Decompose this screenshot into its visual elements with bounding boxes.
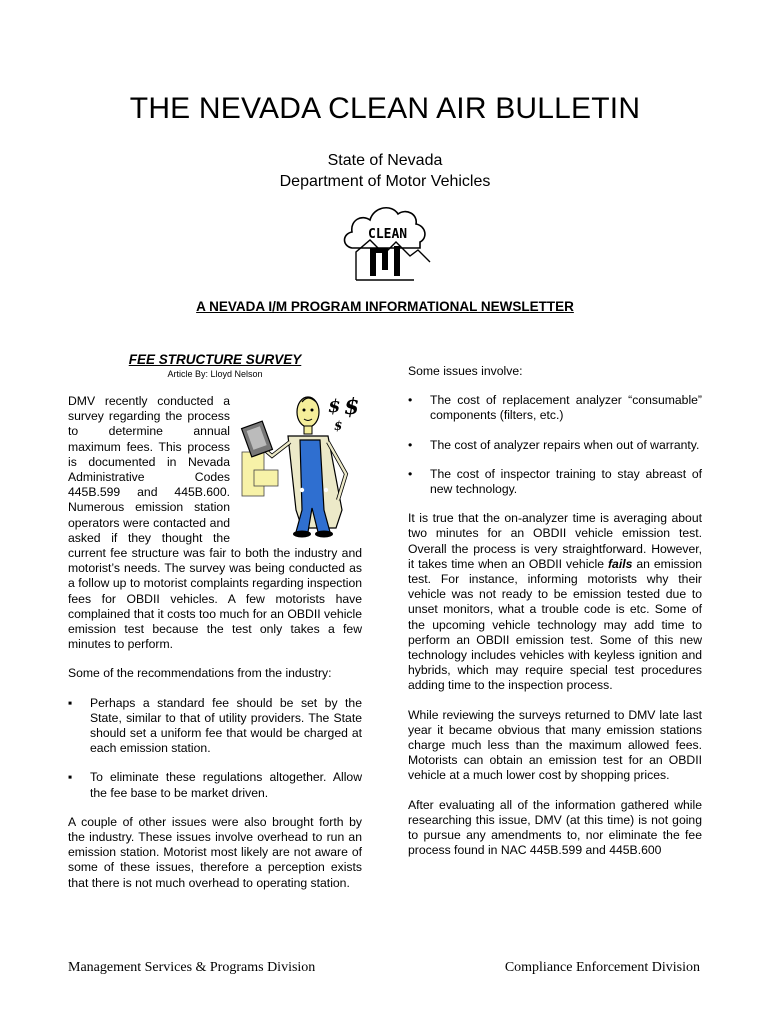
survey-review-paragraph: While reviewing the surveys returned to DMV late last year it became obvious that many emission stations charge much less than the maximum allowed fees. Motorists can obtain an emission test for an OBDII vehicle at a much lower cost by shopping prices. [408, 707, 702, 783]
list-item: ▪ To eliminate these regulations altogether. Allow the fee base to be market driven. [68, 770, 362, 800]
clean-air-logo [340, 196, 432, 284]
article-title: FEE STRUCTURE SURVEY [128, 352, 302, 367]
round-bullet-icon: • [408, 466, 413, 481]
right-column [408, 364, 702, 872]
dollar-sign-icon: $ [344, 394, 360, 420]
list-item: • The cost of analyzer repairs when out of warranty. [408, 437, 700, 452]
list-item: ▪ Perhaps a standard fee should be set by the State, similar to that of utility providers. The State should set a uniform fee that would be charged at each emission station. [68, 695, 362, 756]
survey-intro-paragraph: DMV recently conducted a survey regarding the process to determine annual maximum fees. This process is documented in Nevada Administrative Codes 445B.599 and 445B.600. Numerous emission station operators were contacted and asked if they thought the current fee structure was fair to both the industry and motorist’s needs. The survey was being conducted as a follow up to motorist complaints regarding inspection fees for OBDII vehicles. A few motorists have complained that it costs too much for an OBDII vehicle emission test because the test only takes a few minutes to perform. [68, 394, 362, 652]
footer-right-division: Compliance Enforcement Division [504, 960, 700, 975]
dollar-sign-icon: $ [328, 396, 341, 417]
article-byline: Article By: Lloyd Nelson [167, 369, 263, 379]
state-name: State of Nevada [327, 152, 443, 169]
issues-list [408, 393, 702, 497]
issues-intro: Some issues involve: [408, 364, 523, 378]
logo-wordmark-clean: CLEAN [368, 227, 408, 242]
overhead-paragraph: A couple of other issues were also brought forth by the industry. These issues involve overhead to run an emission station. Motorist most likely are not aware of some of these issues, therefore a perception exists that there is not much overhead to operating station. [68, 814, 362, 890]
round-bullet-icon: • [408, 393, 413, 408]
on-analyzer-time-paragraph: It is true that the on-analyzer time is averaging about two minutes for an OBDII vehicle emission test. Overall the process is very straightforward. However, it takes time when an OBDII vehicle fails an emission test. For instance, informing motorists why their vehicle was not ready to be emission tested due to unset monitors, what a trouble code is etc. Some of the upcoming vehicle technology may add time to perform an OBDII emission test. Some of this new technology includes vehicles with keyless ignition and hybrids, which may require special test procedures adding time to the inspection process. [408, 511, 702, 693]
recommendations-intro: Some of the recommendations from the industry: [68, 666, 332, 681]
dollar-sign-icon: $ [334, 419, 343, 433]
recommendations-list [68, 696, 362, 801]
footer-left-division: Management Services & Programs Division [68, 960, 316, 975]
list-item: • The cost of replacement analyzer “consumable” components (filters, etc.) [408, 393, 702, 423]
conclusion-paragraph: After evaluating all of the information gathered while researching this issue, DMV (at this time) is not going to pursue any amendments to, nor eliminate the fee process found in NAC 445B.599 and 445B.600 [408, 797, 702, 858]
list-item: • The cost of inspector training to stay abreast of new technology. [408, 466, 702, 497]
department-name: Department of Motor Vehicles [279, 173, 491, 190]
square-bullet-icon: ▪ [68, 695, 73, 710]
newsletter-heading: A NEVADA I/M PROGRAM INFORMATIONAL NEWSLETTER [196, 299, 574, 314]
square-bullet-icon: ▪ [68, 770, 73, 785]
fails-emphasis: fails [607, 556, 633, 571]
bulletin-title: THE NEVADA CLEAN AIR BULLETIN [129, 92, 641, 125]
inspector-cartoon-illustration [232, 390, 366, 538]
round-bullet-icon: • [408, 437, 413, 452]
